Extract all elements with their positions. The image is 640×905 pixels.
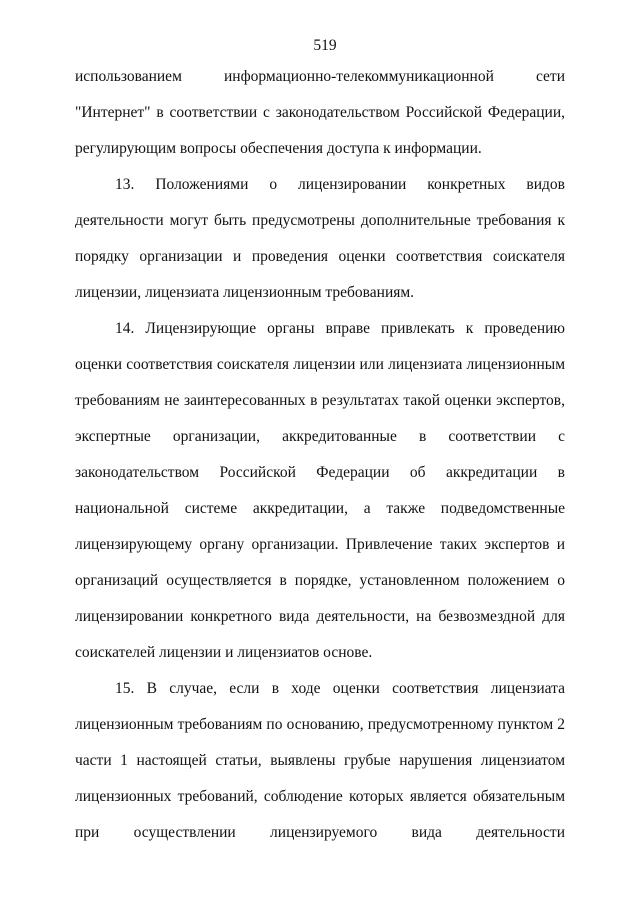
paragraph-15: 15. В случае, если в ходе оценки соответствия лицензиата лицензионным требованиям по основанию, предусмотренному пунктом 2 части 1 настоящей статьи, выявлены грубые нарушения лицензиатом лицензионных требований, соблюдение которых является обязательным при осуществлении лицензируемого вида деятельности xyxy=(75,680,565,841)
paragraph-13: 13. Положениями о лицензировании конкретных видов деятельности могут быть предусмотрены дополнительные требования к порядку организации и проведения оценки соответствия соискателя лицензии, лицензиата лицензионным требованиям. xyxy=(75,176,565,301)
paragraph-14: 14. Лицензирующие органы вправе привлекать к проведению оценки соответствия соискателя лицензии или лицензиата лицензионным требованиям не заинтересованных в результатах такой оценки экспертов, экспертные организации, аккредитованные в соответствии с законодательством Российской Федерации об аккредитации в национальной системе аккредитации, а также подведомственные лицензирующему органу организации. Привлечение таких экспертов и организаций осуществляется в порядке, установленном положением о лицензировании конкретного вида деятельности, на безвозмездной для соискателей лицензии и лицензиатов основе. xyxy=(75,320,565,661)
page-number: 519 xyxy=(313,37,337,54)
document-body xyxy=(75,59,565,851)
paragraph-12-continuation: использованием информационно-телекоммуникационной сети "Интернет" в соответствии с законодательством Российской Федерации, регулирующим вопросы обеспечения доступа к информации. xyxy=(75,68,565,157)
